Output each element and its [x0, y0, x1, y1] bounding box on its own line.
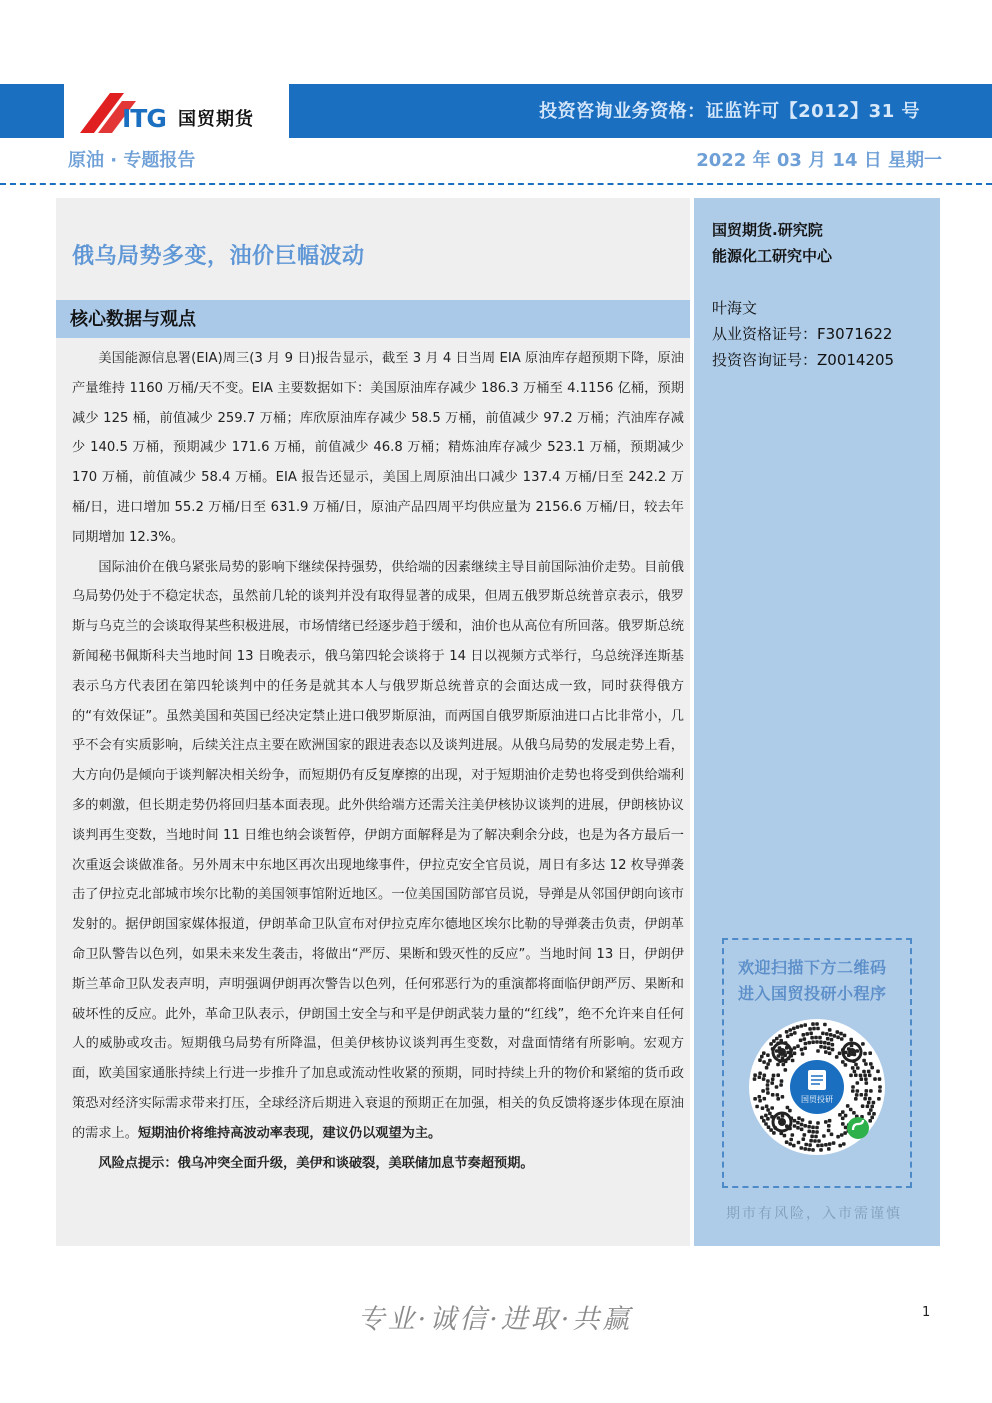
qr-module	[796, 1025, 800, 1029]
page-number: 1	[922, 1305, 931, 1320]
qr-center-label: 国贸投研	[801, 1095, 833, 1104]
qr-module	[788, 1028, 792, 1032]
qr-module	[828, 1119, 832, 1123]
qr-module	[823, 1041, 827, 1045]
qr-module	[762, 1051, 766, 1055]
qr-module	[878, 1077, 882, 1081]
qr-module	[769, 1042, 773, 1046]
qr-module	[849, 1038, 853, 1042]
qr-module	[809, 1032, 813, 1036]
report-category: 原油 · 专题报告	[68, 150, 196, 171]
qr-module	[828, 1142, 832, 1146]
qr-module	[776, 1093, 780, 1097]
qr-module	[863, 1097, 867, 1101]
qr-module	[804, 1042, 808, 1046]
qr-module	[788, 1109, 792, 1113]
qr-module	[811, 1022, 815, 1026]
qr-module	[779, 1083, 783, 1087]
qr-module	[823, 1046, 827, 1050]
qr-module	[851, 1066, 855, 1070]
qr-module	[815, 1126, 819, 1130]
qr-module	[807, 1125, 811, 1129]
qr-module	[758, 1099, 762, 1103]
qr-module	[800, 1048, 804, 1052]
qr-module	[784, 1068, 788, 1072]
qr-module	[758, 1095, 762, 1099]
qr-module	[820, 1144, 824, 1148]
qr-module	[799, 1039, 803, 1043]
qr-module	[872, 1101, 876, 1105]
qr-module	[760, 1116, 764, 1120]
qr-module	[770, 1081, 774, 1085]
qr-module	[755, 1105, 759, 1109]
qualification-cert: 从业资格证号：F3071622	[712, 325, 893, 343]
qr-module	[792, 1027, 796, 1031]
qr-module	[869, 1062, 873, 1066]
qr-module	[869, 1089, 873, 1093]
qr-module	[778, 1034, 782, 1038]
qr-module	[785, 1030, 789, 1034]
qr-module	[836, 1135, 840, 1139]
qr-module	[807, 1041, 811, 1045]
qr-module	[816, 1049, 820, 1053]
qr-module	[827, 1046, 831, 1050]
report-date: 2022 年 03 月 14 日 星期一	[696, 150, 942, 171]
qr-module	[824, 1050, 828, 1054]
report-title: 俄乌局势多变，油价巨幅波动	[72, 244, 365, 269]
qr-module	[862, 1059, 866, 1063]
qr-module	[803, 1046, 807, 1050]
qr-module	[864, 1077, 868, 1081]
qr-module	[762, 1077, 766, 1081]
qr-module	[862, 1070, 866, 1074]
research-center: 能源化工研究中心	[712, 247, 833, 265]
qr-module	[819, 1148, 823, 1152]
qr-module	[785, 1140, 789, 1144]
qr-module	[808, 1027, 812, 1031]
qr-module	[836, 1030, 840, 1034]
qr-module	[793, 1124, 797, 1128]
qr-module	[876, 1070, 880, 1074]
qr-module	[800, 1024, 804, 1028]
license-text: 投资咨询业务资格：证监许可【2012】31 号	[539, 101, 920, 122]
qr-module	[776, 1097, 780, 1101]
qr-module	[856, 1081, 860, 1085]
qr-module	[804, 1143, 808, 1147]
qr-module	[843, 1034, 847, 1038]
qr-module	[780, 1079, 784, 1083]
qr-module	[868, 1119, 872, 1123]
qr-module	[815, 1130, 819, 1134]
qr-module	[800, 1123, 804, 1127]
qr-module	[855, 1093, 859, 1097]
qr-module	[766, 1091, 770, 1095]
qr-module	[870, 1116, 874, 1120]
qr-module	[797, 1141, 801, 1145]
qr-module	[841, 1060, 845, 1064]
qr-module	[869, 1108, 873, 1112]
qr-module	[753, 1077, 757, 1081]
qr-module	[788, 1142, 792, 1146]
qr-module	[840, 1133, 844, 1137]
qr-module	[824, 1120, 828, 1124]
qr-module	[867, 1070, 871, 1074]
qr-module	[842, 1142, 846, 1146]
qr-module	[835, 1055, 839, 1059]
qr-module	[763, 1074, 767, 1078]
report-body	[72, 344, 684, 1178]
qr-module	[852, 1111, 856, 1115]
header-divider	[0, 183, 992, 185]
qr-module	[761, 1089, 765, 1093]
body-paragraph	[72, 553, 684, 1149]
qr-module	[792, 1144, 796, 1148]
qr-module	[807, 1148, 811, 1152]
qr-module	[854, 1073, 858, 1077]
qr-module	[772, 1074, 776, 1078]
qr-module	[803, 1037, 807, 1041]
conclusion-text: 短期油价将维持高波动率表现，建议仍以观望为主。	[137, 1125, 442, 1141]
qr-module	[868, 1074, 872, 1078]
qr-module	[776, 1063, 780, 1067]
qr-module	[811, 1040, 815, 1044]
qr-module	[877, 1097, 881, 1101]
qr-module	[765, 1105, 769, 1109]
qr-module	[793, 1119, 797, 1123]
qr-module	[786, 1035, 790, 1039]
analyst-name: 叶海文	[712, 299, 758, 317]
qr-module	[816, 1144, 820, 1148]
qr-module	[825, 1032, 829, 1036]
qr-module	[849, 1074, 853, 1078]
qr-module	[811, 1126, 815, 1130]
qr-module	[822, 1134, 826, 1138]
qr-module	[838, 1144, 842, 1148]
qr-module	[841, 1122, 845, 1126]
qr-module	[821, 1032, 825, 1036]
qr-module	[868, 1097, 872, 1101]
qr-module	[824, 1143, 828, 1147]
risk-text: 俄乌冲突全面升级，美伊和谈破裂，美联储加息节奏超预期。	[177, 1155, 534, 1171]
qr-module	[808, 1143, 812, 1147]
qr-module	[851, 1085, 855, 1089]
qr-module	[859, 1074, 863, 1078]
qr-finder-center	[778, 1048, 786, 1056]
qr-module	[867, 1101, 871, 1105]
qr-module	[803, 1133, 807, 1137]
qr-module	[865, 1089, 869, 1093]
qr-module	[840, 1037, 844, 1041]
qr-module	[760, 1055, 764, 1059]
qr-module	[860, 1093, 864, 1097]
qr-module	[818, 1036, 822, 1040]
qr-module	[872, 1112, 876, 1116]
qr-module	[789, 1033, 793, 1037]
qr-caption-line2: 进入国贸投研小程序	[738, 984, 887, 1003]
qr-module	[807, 1130, 811, 1134]
qr-module	[838, 1052, 842, 1056]
qr-module	[839, 1032, 843, 1036]
qr-module	[802, 1137, 806, 1141]
qr-module	[836, 1036, 840, 1040]
qr-module	[827, 1042, 831, 1046]
qr-module	[827, 1124, 831, 1128]
qr-module	[819, 1045, 823, 1049]
consulting-cert: 投资咨询证号：Z0014205	[712, 351, 895, 369]
qr-module	[814, 1135, 818, 1139]
qr-module	[797, 1116, 801, 1120]
body-paragraph-text: 国际油价在俄乌紧张局势的影响下继续保持强势，供给端的因素继续主导目前国际油价走势。目前俄乌局势仍处于不稳定状态，虽然前几轮的谈判并没有取得显著的成果，但周五俄罗斯总统普京表示，俄罗斯与乌克兰的会谈取得某些积极进展，市场情绪已经逐步趋于缓和，油价也从高位有所回落。俄罗斯总统新闻秘书佩斯科夫当地时间 13 日晚表示，俄乌第四轮会谈将于 14 日以视频方式举行，乌总统泽连斯基表示乌方代表团在第四轮谈判中的任务是就其本人与俄罗斯总统普京的会面达成一致，同时获得俄方的“有效保证”。虽然美国和英国已经决定禁止进口俄罗斯原油，而两国自俄罗斯原油进口占比非常小，几乎不会有实质影响，后续关注点主要在欧洲国家的跟进表态以及谈判进展。从俄乌局势的发展走势上看，大方向仍是倾向于谈判解决相关纷争，而短期仍有反复摩擦的出现，对于短期油价走势也将受到供给端利多的刺激，但长期走势仍将回归基本面表现。此外供给端方还需关注美伊核协议谈判的进展，伊朗核协议谈判再生变数，当地时间 11 日维也纳会谈暂停，伊朗方面解释是为了解决剩余分歧，也是为各方最后一次重返会谈做准备。另外周末中东地区再次出现地缘事件，伊拉克安全官员说，周日有多达 12 枚导弹袭击了伊拉克北部城市埃尔比勒的美国领事馆附近地区。一位美国国防部官员说，导弹是从邻国伊朗向该市发射的。据伊朗国家媒体报道，伊朗革命卫队宣布对伊拉克库尔德地区埃尔比勒的导弹袭击负责，伊朗革命卫队警告以色列，如果未来发生袭击，将做出“严厉、果断和毁灭性的反应”。当地时间 13 日，伊朗伊斯兰革命卫队发表声明，声明强调伊朗再次警告以色列，任何邪恶行为的重演都将面临伊朗严厉、果断和破坏性的反应。此外，革命卫队表示，伊朗国土安全与和平是伊朗武装力量的“红线”，绝不允许来自任何人的威胁或攻击。短期俄乌局势有所降温，但美伊核协议谈判再生变数，对盘面情绪有所影响。宏观方面，欧美国家通胀持续上行进一步推升了加息或流动性收紧的预期，同时持续上升的物价和紧缩的货币政策恐对经济实际需求带来打压，全球经济后期进入衰退的预期正在加强，相关的负反馈将逐步体现在原油的需求上。	[72, 559, 684, 1141]
section-title: 核心数据与观点	[70, 309, 196, 330]
qr-module	[766, 1083, 770, 1087]
body-paragraph: 美国能源信息署(EIA)周三(3 月 9 日)报告显示，截至 3 月 4 日当周 EIA 原油库存超预期下降，原油产量维持 1160 万桶/天不变。EIA 主要数据如下：美国原油库存减少 186.3 万桶至 4.1156 亿桶，预期减少 125 桶，前值减少 259.7 万桶；库欣原油库存减少 58.5 万桶，前值减少 97.2 万桶；汽油库存减少 140.5 万桶，预期减少 171.6 万桶，前值减少 46.8 万桶；精炼油库存减少 523.1 万桶，预期减少 170 万桶，前值减少 58.4 万桶。EIA 报告还显示，美国上周原油出口减少 137.4 万桶/日至 242.2 万桶/日，进口增加 55.2 万桶/日至 631.9 万桶/日，原油产品四周平均供应量为 2156.6 万桶/日，较去年同期增加 12.3%。	[72, 351, 684, 545]
qr-module	[831, 1048, 835, 1052]
qr-module	[786, 1106, 790, 1110]
qr-module	[803, 1023, 807, 1027]
qr-module	[800, 1128, 804, 1132]
qr-module	[801, 1118, 805, 1122]
qr-module	[766, 1117, 770, 1121]
qr-module	[768, 1112, 772, 1116]
qr-module	[810, 1135, 814, 1139]
qr-module	[870, 1066, 874, 1070]
qr-module	[809, 1139, 813, 1143]
qr-module	[766, 1053, 770, 1057]
qr-module	[812, 1027, 816, 1031]
qr-module	[811, 1130, 815, 1134]
qr-module	[775, 1037, 779, 1041]
qr-module	[796, 1121, 800, 1125]
qr-module	[805, 1032, 809, 1036]
qr-module	[844, 1114, 848, 1118]
qr-module	[828, 1052, 832, 1056]
qr-module	[789, 1138, 793, 1142]
qr-module	[854, 1097, 858, 1101]
qr-module	[860, 1077, 864, 1081]
qr-module	[815, 1022, 819, 1026]
qr-module	[796, 1044, 800, 1048]
qr-module	[762, 1060, 766, 1064]
qr-module	[826, 1037, 830, 1041]
qr-module	[776, 1073, 780, 1077]
qr-module	[823, 1023, 827, 1027]
qr-module	[801, 1052, 805, 1056]
qr-module	[873, 1077, 877, 1081]
qr-module	[766, 1087, 770, 1091]
qr-module	[867, 1112, 871, 1116]
qr-module	[864, 1062, 868, 1066]
qr-module	[864, 1093, 868, 1097]
qr-module	[793, 1031, 797, 1035]
qr-module	[753, 1073, 757, 1077]
qr-module	[766, 1079, 770, 1083]
qr-module	[827, 1147, 831, 1151]
qr-module	[791, 1133, 795, 1137]
qr-module	[763, 1097, 767, 1101]
qr-module	[791, 1059, 795, 1063]
qr-module	[762, 1119, 766, 1123]
qr-module	[803, 1147, 807, 1151]
qr-module	[819, 1040, 823, 1044]
qr-module	[810, 1036, 814, 1040]
brand-mark: ITG	[122, 104, 166, 133]
qr-module	[758, 1072, 762, 1076]
qr-module	[863, 1052, 867, 1056]
qr-module	[764, 1122, 768, 1126]
qr-module	[796, 1126, 800, 1130]
mini-program-icon	[847, 1117, 869, 1139]
qr-module	[866, 1105, 870, 1109]
qr-module	[768, 1059, 772, 1063]
qr-module	[803, 1124, 807, 1128]
qr-module	[808, 1121, 812, 1125]
qr-module	[758, 1075, 762, 1079]
qr-module	[861, 1042, 865, 1046]
qr-module	[854, 1063, 858, 1067]
qr-module	[813, 1139, 817, 1143]
qr-module	[878, 1089, 882, 1093]
qr-module	[849, 1108, 853, 1112]
qr-module	[828, 1028, 832, 1032]
qr-module	[782, 1063, 786, 1067]
qr-caption-line1: 欢迎扫描下方二维码	[738, 958, 887, 977]
qr-module	[853, 1070, 857, 1074]
brand-name: 国贸期货	[178, 109, 254, 130]
qr-module	[783, 1134, 787, 1138]
qr-module	[829, 1033, 833, 1037]
qr-module	[878, 1085, 882, 1089]
qr-module	[771, 1093, 775, 1097]
qr-module	[843, 1131, 847, 1135]
qr-module	[844, 1063, 848, 1067]
risk-label: 风险点提示：	[98, 1155, 178, 1171]
qr-module	[870, 1105, 874, 1109]
qr-module	[830, 1133, 834, 1137]
qr-module	[766, 1062, 770, 1066]
qr-module	[844, 1126, 848, 1130]
qr-module	[771, 1077, 775, 1081]
qr-module	[830, 1038, 834, 1042]
qr-module	[846, 1104, 850, 1108]
qr-finder-center	[778, 1118, 786, 1126]
qr-module	[761, 1106, 765, 1110]
qr-module	[856, 1066, 860, 1070]
qr-module	[831, 1043, 835, 1047]
qr-module	[775, 1085, 779, 1089]
qr-module	[861, 1104, 865, 1108]
qr-module	[781, 1095, 785, 1099]
qr-module	[753, 1097, 757, 1101]
qr-module	[816, 1027, 820, 1031]
qr-module	[814, 1036, 818, 1040]
mini-program-qr-code[interactable]	[748, 1018, 886, 1156]
footer-slogan: 专业·诚信·进取·共赢	[357, 1304, 633, 1335]
qr-module	[832, 1141, 836, 1145]
qr-module	[767, 1125, 771, 1129]
qr-module	[856, 1089, 860, 1093]
risk-disclaimer: 期市有风险，入市需谨慎	[726, 1206, 902, 1222]
qr-module	[758, 1058, 762, 1062]
qr-module	[851, 1089, 855, 1093]
qr-module	[793, 1052, 797, 1056]
qr-module	[833, 1034, 837, 1038]
qr-finder-center	[848, 1048, 856, 1056]
qr-module	[838, 1113, 842, 1117]
qr-module	[865, 1081, 869, 1085]
institute-name: 国贸期货.研究院	[712, 221, 823, 239]
qr-module	[764, 1114, 768, 1118]
qr-module	[766, 1108, 770, 1112]
qr-module	[802, 1033, 806, 1037]
qr-module	[841, 1110, 845, 1114]
risk-paragraph	[72, 1149, 684, 1179]
qr-module	[868, 1051, 872, 1055]
qr-module	[770, 1106, 774, 1110]
qr-module	[827, 1129, 831, 1133]
qr-module	[817, 1139, 821, 1143]
qr-module	[816, 1121, 820, 1125]
qr-module	[841, 1117, 845, 1121]
qr-module	[800, 1146, 804, 1150]
qr-module	[772, 1131, 776, 1135]
qr-module	[863, 1074, 867, 1078]
qr-module	[815, 1040, 819, 1044]
qr-module	[765, 1066, 769, 1070]
qr-module	[793, 1046, 797, 1050]
qr-module	[811, 1148, 815, 1152]
